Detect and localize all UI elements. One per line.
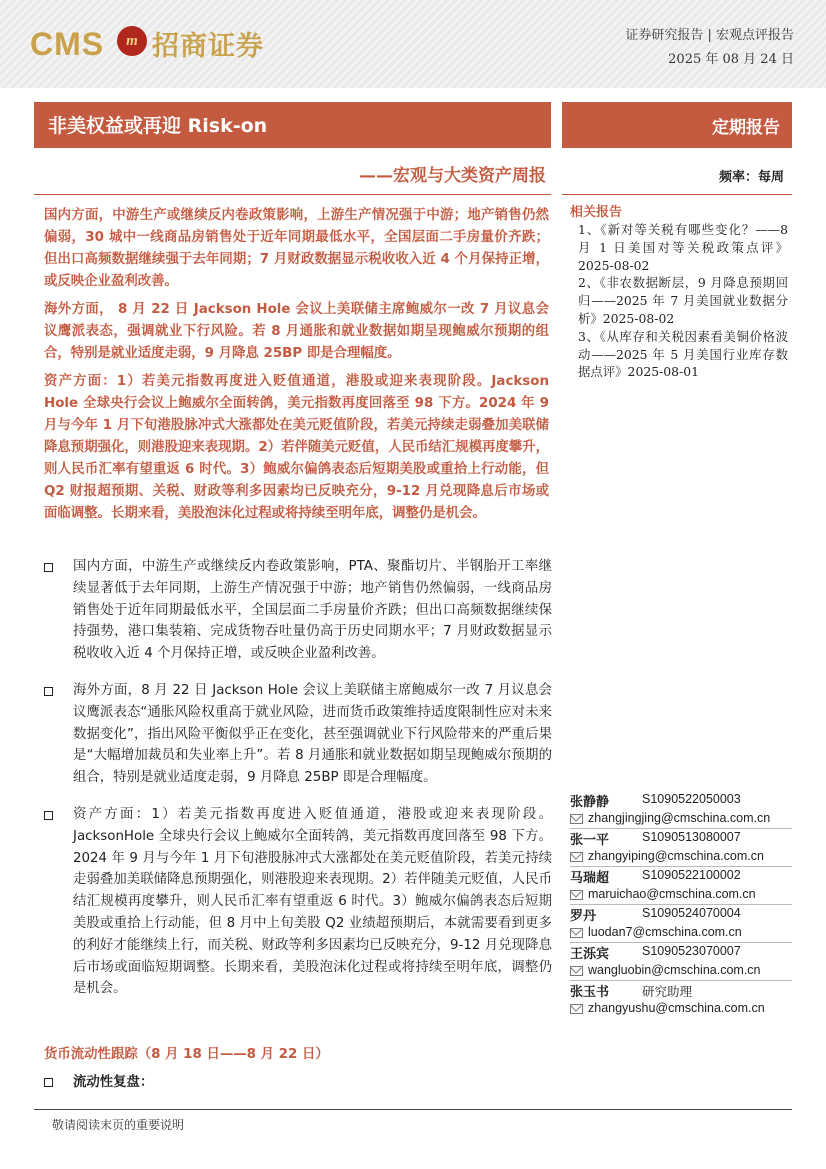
- report-category: 定期报告: [712, 118, 780, 138]
- related-report-item[interactable]: 2、《非农数据断层，9 月降息预期回归——2025 年 7 月美国就业数据分析》2025-08-02: [578, 275, 788, 326]
- list-item: [44, 804, 552, 1000]
- related-reports-list: [578, 221, 788, 381]
- liquidity-label: 流动性复盘：: [73, 1075, 154, 1090]
- analyst-email-row: [570, 847, 792, 866]
- summary-block: [44, 205, 549, 531]
- analyst-name-row: [570, 942, 792, 961]
- analyst-email[interactable]: wangluobin@cmschina.com.cn: [588, 963, 761, 977]
- analyst-email[interactable]: luodan7@cmschina.com.cn: [588, 925, 742, 939]
- report-type: 证券研究报告 | 宏观点评报告: [625, 28, 794, 43]
- analyst-email[interactable]: zhangyiping@cmschina.com.cn: [588, 849, 764, 863]
- footer-divider: [34, 1109, 792, 1110]
- footer-note: 敬请阅读末页的重要说明: [52, 1118, 185, 1132]
- analyst-name: 马瑞超: [570, 871, 610, 886]
- bullet-text: 资产方面：1）若美元指数再度进入贬值通道，港股或迎来表现阶段。JacksonHole 全球央行会议上鲍威尔全面转鸽，美元指数再度回落至 98 下方。2024 年 9 月与今年 1 月下旬港股脉冲式大涨都处在美元贬值阶段，若美元持续走弱叠加美联储降息预期强化，则港股迎来表现期。2）若伴随美元贬值，人民币结汇规模再度攀升，则人民币汇率有望重返 6 时代。3）鲍威尔偏鸽表态后短期美股或重拾上行动能，但 8 月中上旬美股 Q2 业绩超预期后，本就需要看到更多的利好才能继续上行，而关税、财政等利多因素均已反映充分，9-12 月兑现降息后市场或面临短期调整。长期来看，美股泡沫化过程或将持续至明年底，调整仍是机会。: [73, 806, 552, 997]
- mail-icon: [570, 928, 583, 938]
- list-item: [44, 556, 552, 665]
- analyst-email-row: [570, 999, 792, 1018]
- page-title: 非美权益或再迎 Risk-on: [48, 115, 268, 137]
- summary-paragraph: 海外方面， 8 月 22 日 Jackson Hole 会议上美联储主席鲍威尔一改 7 月议息会议鹰派表态，强调就业下行风险。若 8 月通胀和就业数据如期呈现鲍威尔预期的组合，特别是就业适度走弱，9 月降息 25BP 即是合理幅度。: [44, 302, 549, 361]
- square-bullet-icon: [44, 563, 53, 572]
- analyst-code: S1090522100002: [642, 868, 741, 882]
- mail-icon: [570, 966, 583, 976]
- analyst-code: S1090523070007: [642, 944, 741, 958]
- summary-paragraph: 资产方面：1）若美元指数再度进入贬值通道，港股或迎来表现阶段。Jackson Hole 全球央行会议上鲍威尔全面转鸽，美元指数再度回落至 98 下方。2024 年 9 月与今年 1 月下旬港股脉冲式大涨都处在美元贬值阶段，若美元持续走弱叠加美联储降息预期强化，则港股迎来表现期。2）若伴随美元贬值，人民币结汇规模再度攀升，则人民币汇率有望重返 6 时代。3）鲍威尔偏鸽表态后短期美股或重拾上行动能，但 Q2 财报超预期、关税、财政等利多因素均已反映充分，9-12 月兑现降息后市场或面临调整。长期来看，美股泡沫化过程或将持续至明年底，调整仍是机会。: [44, 374, 549, 521]
- mail-icon: [570, 814, 583, 824]
- analyst-name-row: [570, 790, 792, 809]
- mail-icon: [570, 1004, 583, 1014]
- related-report-item[interactable]: 3、《从库存和关税因素看美铜价格波动——2025 年 5 月美国行业库存数据点评》2025-08-01: [578, 328, 788, 380]
- analyst-code: S1090522050003: [642, 792, 741, 806]
- analyst-list: [570, 790, 792, 1018]
- bullet-text: 海外方面，8 月 22 日 Jackson Hole 会议上美联储主席鲍威尔一改 7 月议息会议鹰派表态“通胀风险权重高于就业风险，进而货币政策维持适度限制性应对未来数据变化”，指出风险平衡似乎正在变化，甚至强调就业下行风险带来的严重后果是“大幅增加裁员和失业率上升”。若 8 月通胀和就业数据如期呈现鲍威尔预期的组合，特别是就业适度走弱，9 月降息 25BP 即是合理幅度。: [73, 682, 552, 786]
- liquidity-subheading: [44, 1071, 153, 1090]
- square-bullet-icon: [44, 1078, 53, 1087]
- report-frequency: 频率：每周: [718, 170, 784, 185]
- analyst-role: 研究助理: [642, 985, 693, 999]
- bullet-text: 国内方面，中游生产或继续反内卷政策影响，PTA、聚酯切片、半钢胎开工率继续显著低于去年同期，上游生产情况强于中游；地产销售仍然偏弱，一线商品房销售处于近年同期最低水平，全国层面二手房量价齐跌；但出口高频数据继续保持强势，港口集装箱、完成货物吞吐量仍高于历史同期水平；7 月财政数据显示税收收入近 4 个月保持正增，或反映企业盈利改善。: [73, 559, 552, 662]
- analyst-name-row: [570, 866, 792, 885]
- analyst-email-row: [570, 961, 792, 980]
- mail-icon: [570, 852, 583, 862]
- analyst-name-row: [570, 904, 792, 923]
- related-report-item[interactable]: 1、《新对等关税有哪些变化？——8 月 1 日美国对等关税政策点评》2025-08-02: [578, 222, 788, 273]
- analyst-email[interactable]: zhangyushu@cmschina.com.cn: [588, 1001, 765, 1015]
- analyst-name: 王泺宾: [570, 947, 610, 962]
- square-bullet-icon: [44, 687, 53, 696]
- analyst-email-row: [570, 885, 792, 904]
- divider: [570, 904, 792, 905]
- divider: [34, 194, 551, 195]
- logo-company-name: 招商证券: [152, 31, 264, 62]
- analyst-name: 张一平: [570, 833, 610, 848]
- page-subtitle: ——宏观与大类资产周报: [359, 166, 546, 186]
- logo-cms-text: CMS: [30, 26, 105, 62]
- analyst-email[interactable]: maruichao@cmschina.com.cn: [588, 887, 756, 901]
- square-bullet-icon: [44, 811, 53, 820]
- report-date: 2025 年 08 月 24 日: [668, 52, 794, 67]
- divider: [562, 194, 792, 195]
- analyst-email-row: [570, 809, 792, 828]
- analyst-code: S1090513080007: [642, 830, 741, 844]
- analyst-name-row: [570, 980, 792, 999]
- analyst-code: S1090524070004: [642, 906, 741, 920]
- analyst-name: 罗丹: [570, 909, 597, 924]
- mail-icon: [570, 890, 583, 900]
- analyst-email[interactable]: zhangjingjing@cmschina.com.cn: [588, 811, 771, 825]
- section-heading: 货币流动性跟踪（8 月 18 日——8 月 22 日）: [44, 1047, 329, 1062]
- bullet-list: [44, 556, 552, 1015]
- analyst-email-row: [570, 923, 792, 942]
- logo-mark-icon: m: [117, 26, 147, 56]
- summary-paragraph: 国内方面，中游生产或继续反内卷政策影响，上游生产情况强于中游；地产销售仍然偏弱，30 城中一线商品房销售处于近年同期最低水平，全国层面二手房量价齐跌；但出口高频数据继续强于去年同期；7 月财政数据显示税收收入近 4 个月保持正增，或反映企业盈利改善。: [44, 208, 549, 289]
- related-reports-heading: 相关报告: [570, 205, 623, 220]
- analyst-name: 张静静: [570, 795, 610, 810]
- list-item: [44, 680, 552, 789]
- analyst-name: 张玉书: [570, 985, 610, 1000]
- analyst-name-row: [570, 828, 792, 847]
